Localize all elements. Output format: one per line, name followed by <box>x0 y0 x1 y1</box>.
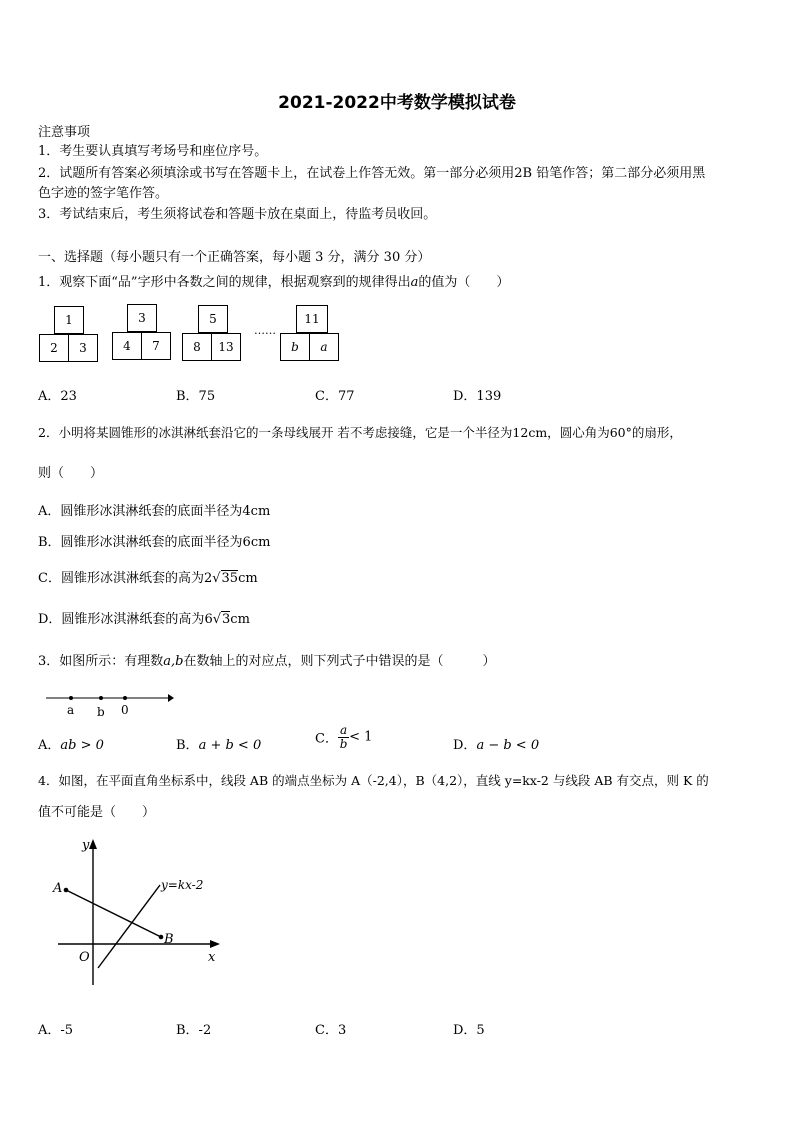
question-4-stem: 4．如图，在平面直角坐标系中，线段 AB 的端点坐标为 A（-2,4），B（4,2），直线 y=kx-2 与线段 AB 有交点，则 K 的 <box>38 773 709 788</box>
page-title: 2021-2022中考数学模拟试卷 <box>278 93 516 113</box>
fig1-left: 2 <box>39 334 69 362</box>
q2-option-d: D．圆锥形冰淇淋纸套的高为6√3cm <box>38 612 250 627</box>
x-axis-label: x <box>208 950 216 965</box>
fig4-left: b <box>280 333 310 361</box>
q1-ellipsis: …… <box>254 324 276 337</box>
y-axis-arrow <box>89 839 97 849</box>
notice-item-1: 1．考生要认真填写考场号和座位序号。 <box>38 144 268 159</box>
y-axis-label: y <box>82 838 90 853</box>
q3-option-b: B．a + b < 0 <box>176 738 262 753</box>
q1-option-c: C．77 <box>315 389 355 404</box>
point-a <box>69 696 73 700</box>
point-a <box>64 888 69 893</box>
x-axis-arrow <box>210 940 220 948</box>
fig4-top: 11 <box>296 305 328 333</box>
question-2-stem-cont: 则（ ） <box>38 466 104 481</box>
point-b <box>159 935 164 940</box>
point-a-label: A <box>53 881 63 896</box>
fig3-right: 13 <box>211 333 241 361</box>
segment-ab <box>66 890 161 937</box>
origin-label: O <box>79 950 90 965</box>
q1-option-a: A．23 <box>38 389 77 404</box>
fig2-top: 3 <box>127 304 157 332</box>
q1-option-d: D．139 <box>453 389 502 404</box>
q3-option-d: D．a − b < 0 <box>453 738 540 753</box>
fig4-right: a <box>309 333 339 361</box>
notice-item-2-cont: 色字迹的签字笔作答。 <box>38 186 169 201</box>
q4-option-c: C．3 <box>315 1023 347 1038</box>
fig1-right: 3 <box>68 334 98 362</box>
q4-coordinate-graph <box>50 835 225 990</box>
q3-option-a: A．ab > 0 <box>38 738 104 753</box>
question-1-stem: 1．观察下面“品”字形中各数之间的规律，根据观察到的规律得出a的值为（ ） <box>38 275 510 290</box>
line-kx-minus-2 <box>98 885 160 968</box>
fig2-left: 4 <box>112 332 142 360</box>
q3-number-line <box>44 690 174 720</box>
q2-option-c: C．圆锥形冰淇淋纸套的高为2√35cm <box>38 571 258 586</box>
notice-item-2: 2．试题所有答案必须填涂或书写在答题卡上，在试卷上作答无效。第一部分必须用2B 铅笔作答；第二部分必须用黑 <box>38 166 706 181</box>
q2-option-a: A．圆锥形冰淇淋纸套的底面半径为4cm <box>38 504 271 519</box>
label-a: a <box>67 703 75 717</box>
notice-heading: 注意事项 <box>38 125 91 140</box>
point-zero <box>123 696 127 700</box>
number-line-arrow <box>168 694 174 702</box>
line-label: y=kx-2 <box>161 878 204 892</box>
q2-option-b: B．圆锥形冰淇淋纸套的底面半径为6cm <box>38 535 271 550</box>
fig3-top: 5 <box>198 305 228 333</box>
section-heading: 一、选择题（每小题只有一个正确答案，每小题 3 分，满分 30 分） <box>38 250 431 265</box>
q4-option-a: A．-5 <box>38 1023 74 1038</box>
q3-option-c: C． $\frac{a}{b}$ < 1 <box>315 723 373 751</box>
point-b <box>99 696 103 700</box>
q4-option-b: B．-2 <box>176 1023 212 1038</box>
label-b: b <box>97 705 105 719</box>
notice-item-3: 3．考试结束后，考生须将试卷和答题卡放在桌面上，待监考员收回。 <box>38 207 437 222</box>
question-2-stem: 2．小明将某圆锥形的冰淇淋纸套沿它的一条母线展开 若不考虑接缝，它是一个半径为12cm，圆心角为60°的扇形， <box>38 425 682 440</box>
fig3-left: 8 <box>182 333 212 361</box>
label-zero: 0 <box>121 703 129 717</box>
q1-option-b: B．75 <box>176 389 216 404</box>
q4-option-d: D．5 <box>453 1023 485 1038</box>
point-b-label: B <box>164 932 174 947</box>
question-4-stem-cont: 值不可能是（ ） <box>38 805 156 820</box>
question-3-stem: 3．如图所示：有理数a,b在数轴上的对应点，则下列式子中错误的是（ ） <box>38 654 496 669</box>
fig2-right: 7 <box>141 332 171 360</box>
fig1-top: 1 <box>54 306 84 334</box>
